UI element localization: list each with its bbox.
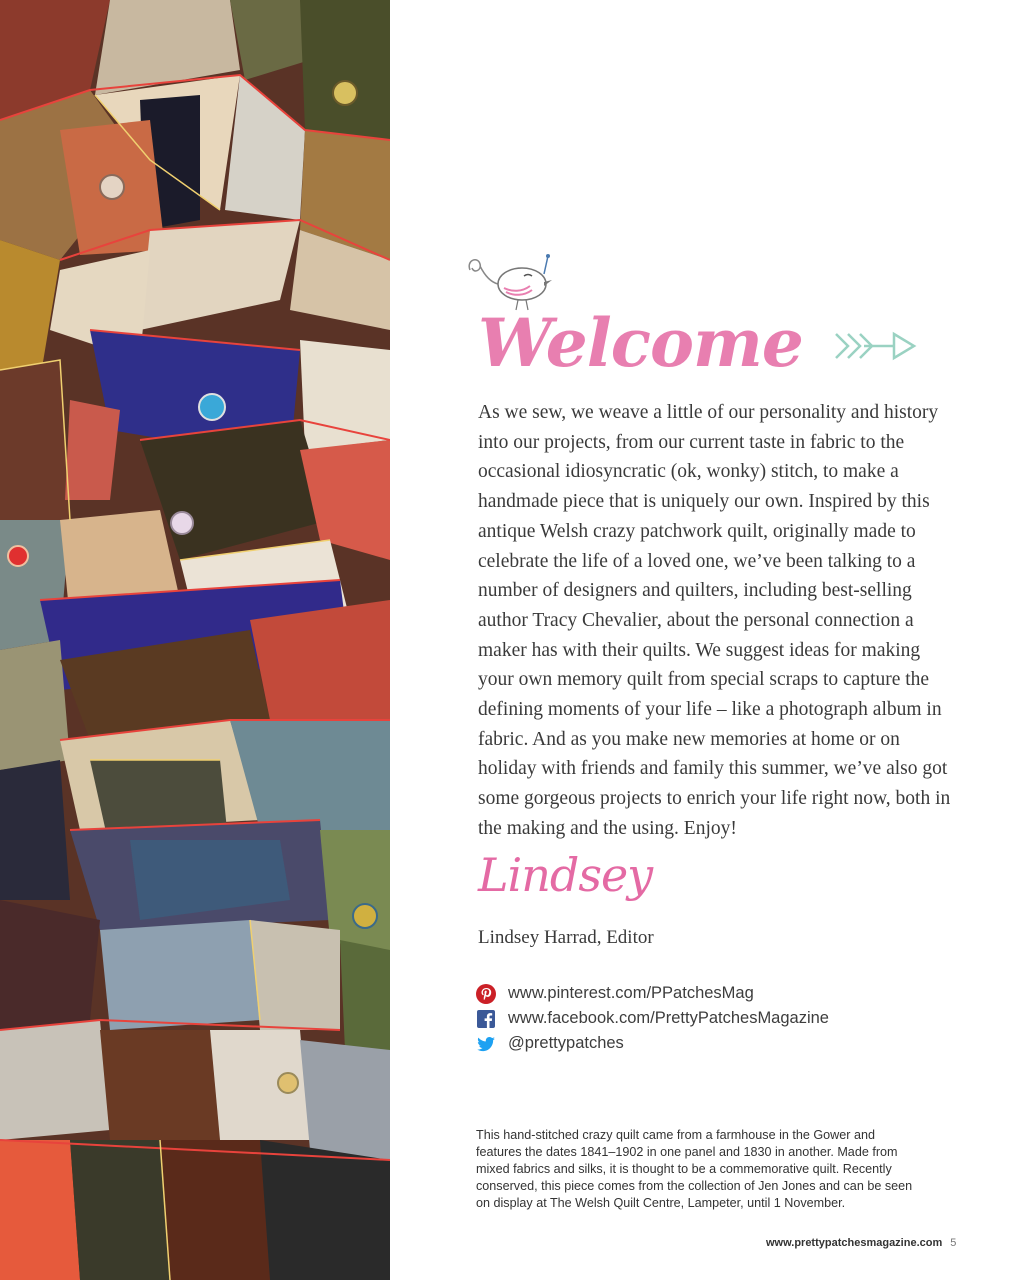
twitter-icon xyxy=(476,1034,496,1054)
social-link-twitter[interactable] xyxy=(476,1031,916,1056)
facebook-icon xyxy=(476,1009,496,1029)
social-links xyxy=(476,981,916,1056)
photo-caption: This hand-stitched crazy quilt came from a farmhouse in the Gower and features the dates 1841–1902 in one panel and 1830 in another. Made from mixed fabrics and silks, it is thought to be a commemorative quilt. Recently conserved, this piece comes from the collection of Jen Jones and can be seen on display at The Welsh Quilt Centre, Lampeter, until 1 November. xyxy=(476,1128,913,1210)
social-link-label: www.pinterest.com/PPatchesMag xyxy=(508,984,754,1002)
social-link-facebook[interactable] xyxy=(476,1006,916,1031)
pinterest-icon xyxy=(476,984,496,1004)
quilt-photo xyxy=(0,0,390,1280)
welcome-header xyxy=(478,300,938,386)
signature: Lindsey xyxy=(478,848,653,902)
social-link-label: @prettypatches xyxy=(508,1034,624,1052)
arrow-icon xyxy=(834,328,918,364)
social-link-pinterest[interactable] xyxy=(476,981,916,1006)
social-link-label: www.facebook.com/PrettyPatchesMagazine xyxy=(508,1009,829,1027)
footer-url[interactable]: www.prettypatchesmagazine.com xyxy=(766,1237,943,1249)
page-footer xyxy=(766,1237,956,1249)
welcome-title: Welcome xyxy=(478,304,803,382)
editor-credit: Lindsey Harrad, Editor xyxy=(478,927,654,948)
page-number: 5 xyxy=(950,1237,957,1249)
welcome-body: As we sew, we weave a little of our personality and history into our projects, from our current taste in fabric to the occasional idiosyncratic (ok, wonky) stitch, to make a handmade piece that is uniquely our own. Inspired by this antique Welsh crazy patchwork quilt, originally made to celebrate the life of a loved one, we’ve been talking to a number of designers and quilters, including best-selling author Tracy Chevalier, about the personal connection a maker has with their quilts. We suggest ideas for making your own memory quilt from special scraps to capture the defining moments of your life – like a photograph album in fabric. And as you make new memories at home or on holiday with friends and family this summer, we’ve also got some gorgeous projects to enrich your life right now, both in the making and the using. Enjoy! xyxy=(478,402,951,839)
